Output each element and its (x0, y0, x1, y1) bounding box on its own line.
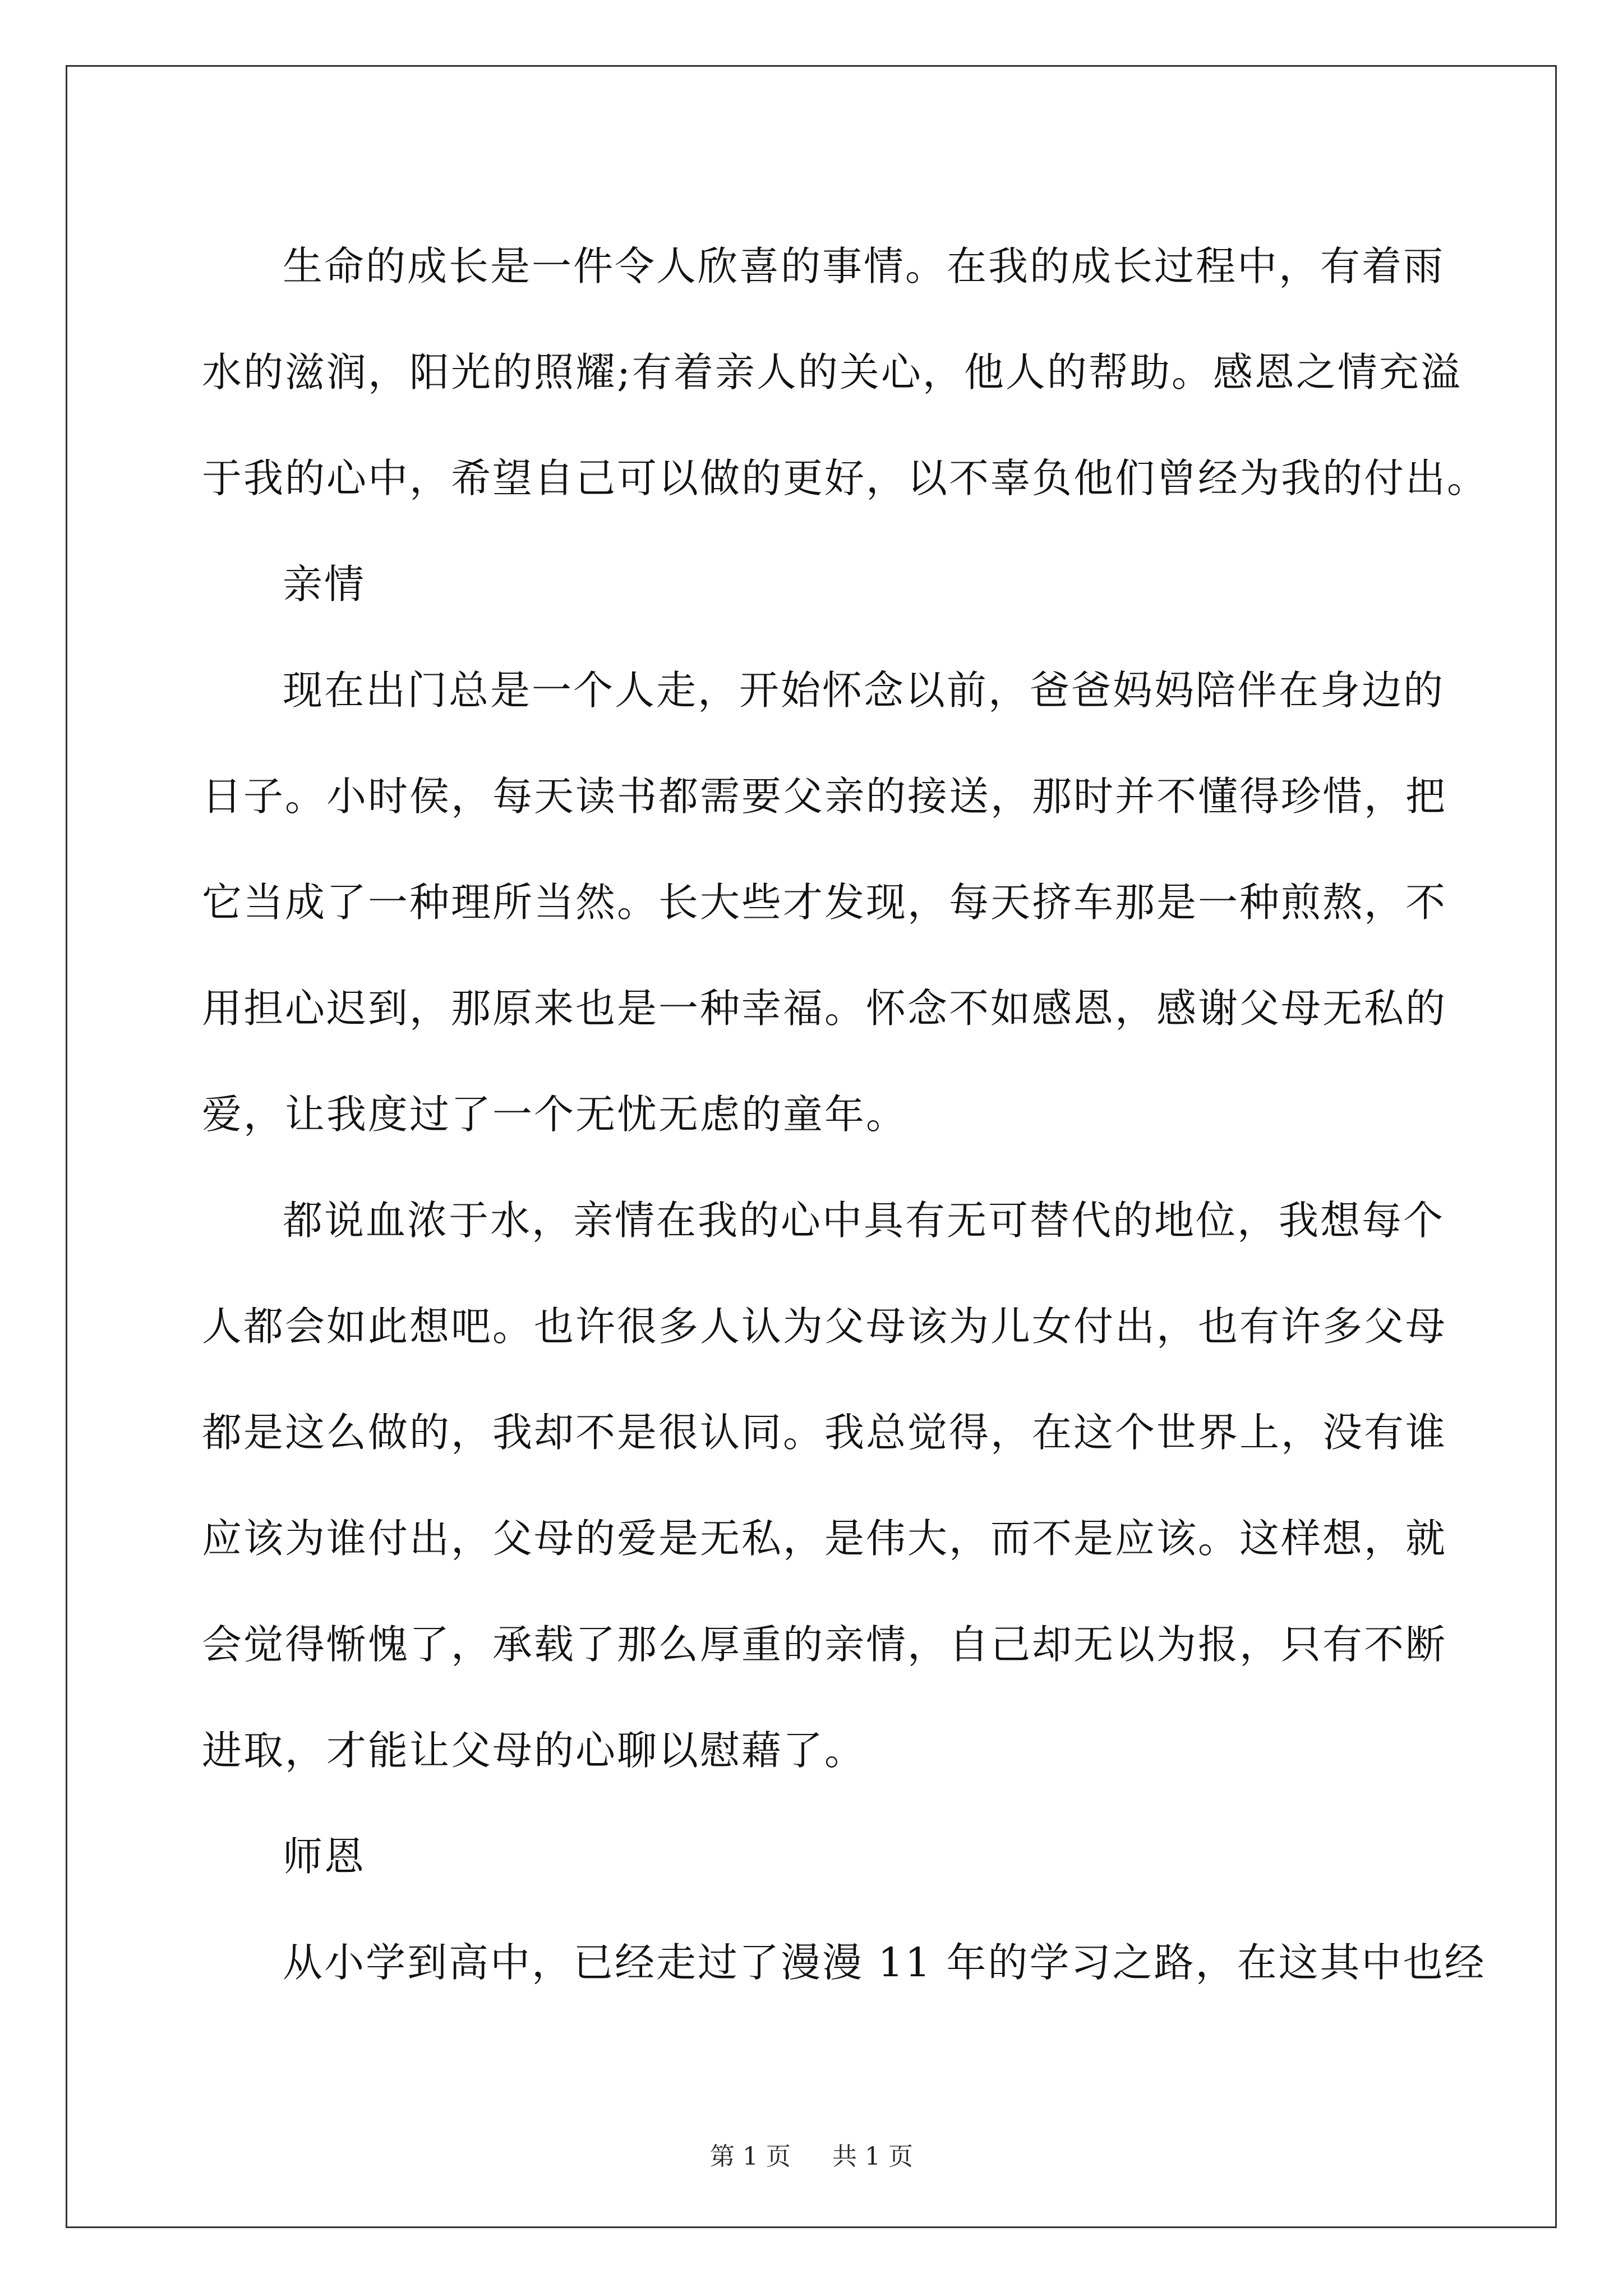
paragraph-family-1 (202, 637, 1447, 1167)
text-line: 会觉得惭愧了，承载了那么厚重的亲情，自己却无以为报，只有不断 (202, 1621, 1447, 1668)
paragraph-intro (202, 213, 1489, 531)
text-line: 现在出门总是一个人走，开始怀念以前，爸爸妈妈陪伴在身边的 (283, 667, 1445, 714)
text-line: 生命的成长是一件令人欣喜的事情。在我的成长过程中，有着雨 (283, 243, 1445, 289)
section-heading-family: 亲情 (283, 561, 366, 608)
section-heading-teacher: 师恩 (283, 1833, 366, 1880)
page-number: 第 1 页 (710, 2142, 791, 2171)
text-line: 都说血浓于水，亲情在我的心中具有无可替代的地位，我想每个 (283, 1197, 1445, 1244)
text-line: 从小学到高中，已经走过了漫漫 11 年的学习之路，在这其中也经 (283, 1939, 1486, 1986)
text-line: 人都会如此想吧。也许很多人认为父母该为儿女付出，也有许多父母 (202, 1303, 1447, 1350)
page-total: 共 1 页 (832, 2142, 913, 2171)
text-line: 进取，才能让父母的心聊以慰藉了。 (202, 1727, 866, 1774)
text-line: 应该为谁付出，父母的爱是无私，是伟大，而不是应该。这样想，就 (202, 1515, 1447, 1562)
text-line: 爱，让我度过了一个无忧无虑的童年。 (202, 1091, 908, 1138)
text-line: 用担心迟到，那原来也是一种幸福。怀念不如感恩，感谢父母无私的 (202, 985, 1447, 1032)
text-line: 都是这么做的，我却不是很认同。我总觉得，在这个世界上，没有谁 (202, 1409, 1447, 1456)
page-footer (0, 2136, 1623, 2172)
paragraph-teacher-1 (202, 1910, 1486, 2016)
text-line: 于我的心中，希望自己可以做的更好，以不辜负他们曾经为我的付出。 (202, 455, 1489, 501)
document-body (202, 213, 1489, 2016)
text-line: 它当成了一种理所当然。长大些才发现，每天挤车那是一种煎熬，不 (202, 879, 1447, 926)
text-line: 日子。小时侯，每天读书都需要父亲的接送，那时并不懂得珍惜，把 (202, 773, 1447, 820)
text-line: 水的滋润，阳光的照耀;有着亲人的关心，他人的帮助。感恩之情充溢 (202, 349, 1462, 395)
paragraph-family-2 (202, 1167, 1447, 1803)
